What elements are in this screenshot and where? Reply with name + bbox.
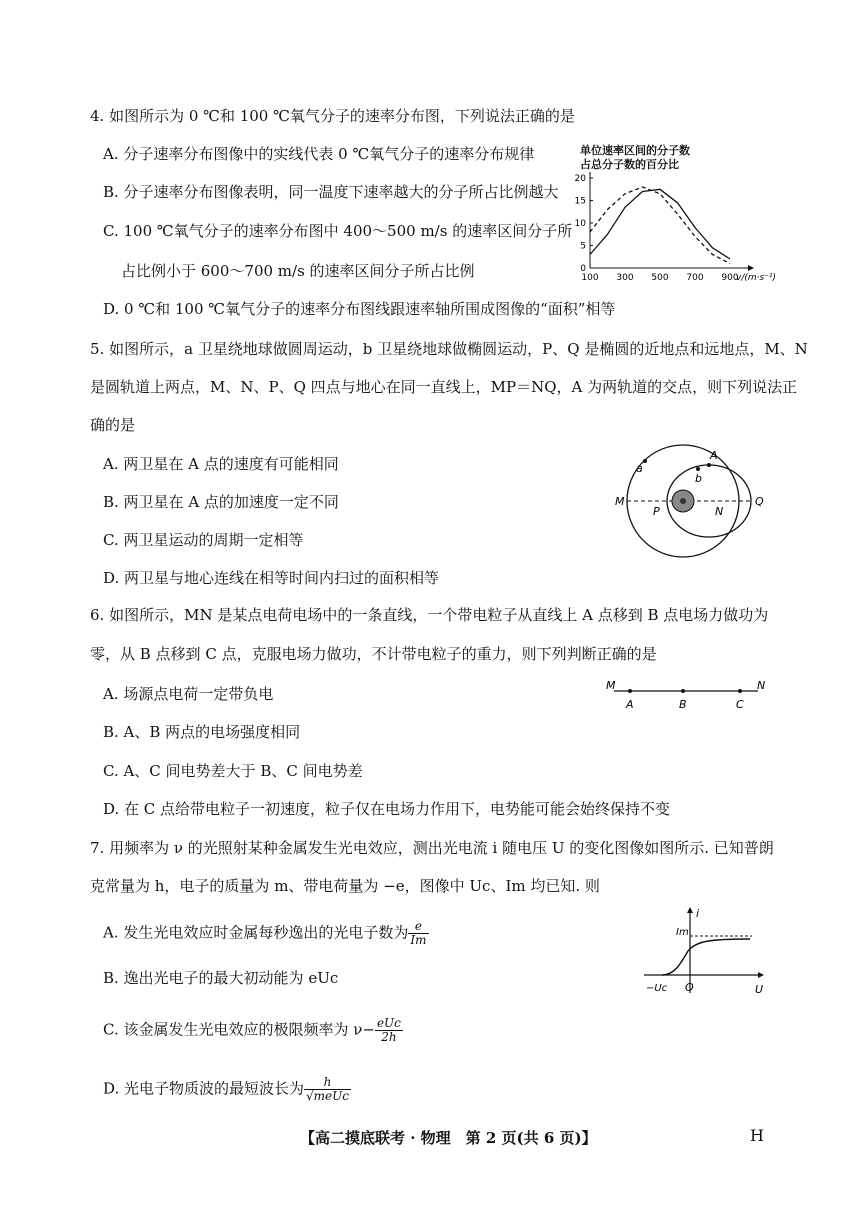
point-on-orbit-b [696, 467, 700, 471]
q5-stem-line2: 是圆轨道上两点，M、N、P、Q 四点与地心在同一直线上，MP＝NQ，A 为两轨道的交点，则下列说法正 [90, 378, 798, 396]
y-tick-label: 20 [574, 174, 586, 184]
x-tick-label: 100 [581, 273, 599, 283]
chart-plot [550, 140, 777, 300]
label-M: M [615, 495, 625, 508]
q7-option-d-text: D. 光电子物质波的最短波长为 [103, 1079, 305, 1098]
q4-option-a: A. 分子速率分布图像中的实线代表 0 ℃氧气分子的速率分布规律 [103, 145, 535, 163]
q7-option-d-fraction [304, 1076, 351, 1103]
series-dashed-line [590, 187, 730, 264]
label-N: N [757, 679, 766, 692]
label-B: B [679, 698, 687, 711]
i-axis-arrow-icon [687, 907, 693, 913]
q7-option-c [103, 1017, 403, 1044]
q6-option-a: A. 场源点电荷一定带负电 [103, 685, 274, 703]
q5-option-d: D. 两卫星与地心连线在相等时间内扫过的面积相等 [103, 569, 440, 587]
y-tick-label: 0 [580, 264, 586, 274]
q5-option-c: C. 两卫星运动的周期一定相等 [103, 531, 304, 549]
q6-stem-line1: 6. 如图所示，MN 是某点电荷电场中的一条直线，一个带电粒子从直线上 A 点移到 B 点电场力做功为 [90, 606, 769, 624]
q5-stem-line3: 确的是 [90, 416, 136, 434]
y-tick-label: 15 [574, 196, 586, 207]
q7-stem-line2: 克常量为 h，电子的质量为 m、带电荷量为 −e，图像中 Uc、Im 均已知. 则 [90, 877, 600, 895]
label-a: a [636, 462, 643, 475]
label-P: P [653, 505, 660, 518]
q4-option-b: B. 分子速率分布图像表明，同一温度下速率越大的分子所占比例越大 [103, 183, 559, 201]
label-b: b [695, 472, 702, 485]
chart-title-line1: 单位速率区间的分子数 [580, 144, 690, 157]
label-N: N [715, 505, 724, 518]
x-axis-label: v/(m·s⁻¹) [736, 273, 777, 283]
page-footer: 【高二摸底联考 · 物理 第 2 页(共 6 页)】 [300, 1129, 597, 1147]
q4-stem: 4. 如图所示为 0 ℃和 100 ℃氧气分子的速率分布图，下列说法正确的是 [90, 107, 575, 125]
q7-option-a [103, 920, 429, 947]
q5-option-a: A. 两卫星在 A 点的速度有可能相同 [103, 455, 339, 473]
label-U: U [755, 983, 764, 996]
q7-option-d [103, 1076, 351, 1103]
label-i: i [696, 907, 700, 920]
photocurrent-graph [640, 905, 770, 997]
point-a-intersection [707, 463, 711, 467]
orbit-diagram [615, 445, 775, 575]
q7-option-c-fraction [375, 1017, 403, 1044]
y-tick-label: 10 [574, 219, 586, 229]
u-axis-arrow-icon [758, 972, 764, 978]
point-on-orbit-a [643, 459, 647, 463]
q5-option-b: B. 两卫星在 A 点的加速度一定不同 [103, 493, 339, 511]
earth-center [680, 498, 686, 504]
label-M: M [606, 679, 616, 692]
q7-option-c-text: C. 该金属发生光电效应的极限频率为 ν− [103, 1020, 375, 1039]
label-O: O [685, 981, 694, 994]
q7-option-a-text: A. 发生光电效应时金属每秒逸出的光电子数为 [103, 923, 409, 942]
q6-option-c: C. A、C 间电势差大于 B、C 间电势差 [103, 762, 363, 780]
q6-stem-line2: 零，从 B 点移到 C 点，克服电场力做功，不计带电粒子的重力，则下列判断正确的是 [90, 645, 657, 663]
x-tick-label: 300 [616, 273, 634, 283]
x-tick-label: 700 [686, 273, 704, 283]
y-tick-label: 5 [580, 241, 586, 252]
q4-option-d: D. 0 ℃和 100 ℃氧气分子的速率分布图线跟速率轴所围成图像的“面积”相等 [103, 300, 616, 318]
point-A [628, 689, 632, 693]
series-solid-line [590, 189, 730, 259]
q7-stem-line1: 7. 用频率为 ν 的光照射某种金属发生光电效应，测出光电流 i 随电压 U 的变化图像如图所示. 已知普朗 [90, 839, 774, 857]
label-C: C [736, 698, 744, 711]
photocurrent-curve [662, 939, 750, 975]
q6-option-b: B. A、B 两点的电场强度相同 [103, 723, 301, 741]
point-B [681, 689, 685, 693]
speed-distribution-chart [550, 140, 777, 300]
q4-option-c-line2: 占比例小于 600～700 m/s 的速率区间分子所占比例 [121, 262, 475, 280]
frac-num: h [304, 1076, 351, 1090]
frac-den: Im [410, 933, 427, 947]
q7-option-b: B. 逸出光电子的最大初动能为 eUc [103, 969, 339, 987]
x-axis-arrow-icon [748, 265, 754, 271]
label-A: A [710, 449, 718, 462]
line-mn-diagram [600, 678, 775, 712]
q6-option-d: D. 在 C 点给带电粒子一初速度，粒子仅在电场力作用下，电势能可能会始终保持不变 [103, 800, 671, 818]
label-A: A [626, 698, 634, 711]
frac-num: eUc [376, 1016, 401, 1030]
x-tick-label: 900 [721, 273, 739, 283]
point-C [738, 689, 742, 693]
footer-mark: H [750, 1126, 764, 1145]
x-tick-label: 500 [651, 273, 669, 283]
chart-title-line2: 占总分子数的百分比 [580, 158, 679, 171]
label-neg-Uc: −Uc [646, 983, 668, 994]
q5-stem-line1: 5. 如图所示，a 卫星绕地球做圆周运动，b 卫星绕地球做椭圆运动，P、Q 是椭圆的近地点和远地点，M、N [90, 340, 808, 358]
frac-den: 2h [381, 1030, 397, 1044]
q4-option-c-line1: C. 100 ℃氧气分子的速率分布图中 400～500 m/s 的速率区间分子所 [103, 222, 573, 240]
frac-num: e [408, 920, 428, 934]
q7-option-a-fraction [408, 920, 428, 947]
label-Im: Im [676, 927, 689, 938]
label-Q: Q [755, 495, 764, 508]
frac-den: √meUc [306, 1089, 349, 1103]
